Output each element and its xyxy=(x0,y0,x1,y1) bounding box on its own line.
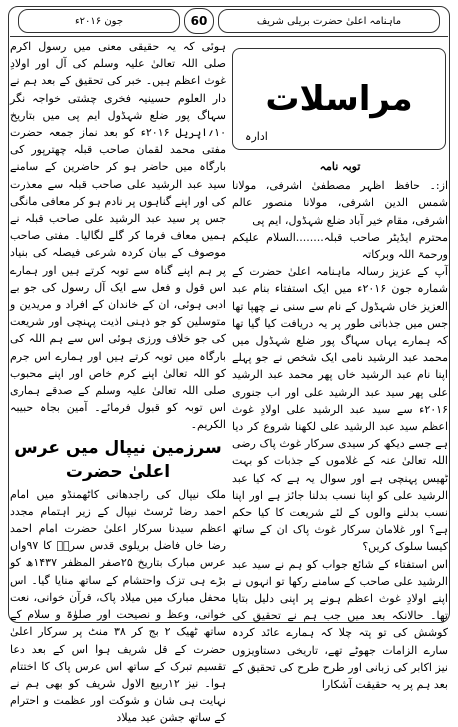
issue-date: جون ۲۰۱۶ء xyxy=(18,9,180,33)
article-byline: ادارہ xyxy=(245,130,268,143)
left-paragraph-2: ملک نیپال کی راجدھانی کاٹھمنڈو میں امام احمد رضا ٹرسٹ نیپال کے زیر اہتمام مجدد اعظم سیدنا سرکار اعلیٰ حضرت امام احمد رضا خاں فاضل بریلوی قدس سرہٗ کا ۹۷واں عرس مبارک بتاریخ ۲۵صفر المظفر ۱۴۳۷ھ کو بڑے ہی تزک واحتشام کے ساتھ منایا گیا۔ اس محفل مبارک میں میلاد پاک، قرآن خوانی، نعت خوانی، وعظ و نصیحت اور صلوٰۃ و سلام کے ساتھ ٹھیک ۲ بج کر ۳۸ منٹ پر سرکار اعلیٰ حضرت کے قل شریف ہوا اس کے بعد دعا تقسیم تبرک کے ساتھ اس عرس پاک کا اختتام ہوا۔ نیز ۱۲ربیع الاول شریف کو بھی ہم نے نہایت ہی شان و شوکت اور عظمت و احترام کے ساتھ جشن عید میلاد xyxy=(10,487,226,725)
from-line: از:۔ حافظ اظہر مصطفیٰ اشرفی، مولانا شمس الدین اشرفی، مولانا منصور عالم اشرفی، مقام خیر آباد ضلع شہڈول، ایم پی xyxy=(232,179,448,227)
magazine-name: ماہنامہ اعلیٰ حضرت بریلی شریف xyxy=(218,9,440,33)
right-paragraph-1: آپ کے عزیز رسالہ ماہنامہ اعلیٰ حضرت کے شمارہ جون ۲۰۱۶ء میں ایک استفتاء بنام عبد العزیز خاں شہڈول کے نام سے سنی نے چھپا تھا جس میں جذباتی طور پر یہ دریافت کیا گیا تھا کہ ہمارے یہاں سہاگ پور ضلع شہڈول میں محمد عبد الرشید نامی ایک شخص نے جو پہلے اپنا نام عبد الرشید خاں پھر محمد عبد الرشید علی پھر سید عبد الرشید علی اور اب جنوری ۲۰۱۶ء سے سید عبد الرشید علی اولادِ غوث اعظم سید عبد الرشید علی لکھنا شروع کر دیا ہے جسے دیکھ کر سیدی سرکار غوث پاک رضی اللہ تعالیٰ عنہ کے غلاموں کے جذبات کو بہت ٹھیس پہنچی ہے اور سوال یہ ہے کہ کیا عبد الرشید علی کو اپنا نسب بدلنا جائز ہے اور اپنا نسب بدلنے والوں کے لئے شریعت کا کیا حکم ہے؟ اور غلامان سرکار غوث پاک ان کے ساتھ کیسا سلوک کریں؟ xyxy=(232,265,448,554)
nepal-heading: سرزمین نیپال میں عرس اعلیٰ حضرت xyxy=(14,437,222,482)
right-paragraph-2: اس استفتاء کے شائع جواب کو ہم نے سید عبد الرشید علی صاحب کے سامنے رکھا تو انہوں نے اپنے اولادِ غوث اعظم ہونے پر اپنی دلیل بتایا تھا۔ حالانکہ بعد میں جب ہم نے تحقیق کی کوشش کی تو پتہ چلا کہ ہمارے عائد کردہ سارے الزامات جھوٹے تھے، تاریخی دستاویزوں نیز اکابر کی زبانی اور طرح طرح کی تحقیق کے بعد ہم پر یہ حقیقت آشکارا xyxy=(232,557,448,692)
left-paragraph-1: ہوئی کہ یہ حقیقی معنی میں رسول اکرم صلی اللہ تعالیٰ علیہ وسلم کی آل اور اولادِ غوث اعظم ہیں۔ خبر کی تحقیق کے بعد ہم نے دار العلوم حسینیہ فخری چشتی خواجہ نگر سہاگ پور ضلع شہڈول ایم پی میں بتاریخ ۱۰؍اپریل ۲۰۱۶ء کو بعد نماز جمعہ حضرت مفتی محمد لقمان صاحب قبلہ چھترپور کی بارگاہ میں حاضر ہو کر حاضرین کے سامنے سید عبد الرشید علی صاحب قبلہ سے معذرت کی اور اپنے گناہوں پر نادم ہو کر معافی مانگی جس پر سید عبد الرشید علی صاحب قبلہ نے ہمیں معاف فرما کر گلے لگالیا۔ مفتی صاحب موصوف کے بیان کردہ شرعی فیصلہ کی بنیاد پر ہم اپنے گناہ سے توبہ کرتے ہیں اور ہمارے اس قول و فعل سے ایک آل رسول کی جو بے ادبی ہوئی، ان کے خاندان کے افراد و مریدین و متوسلین کو جو ذہنی اذیت پہنچی اور شریعت کی جو خلاف ورزی ہوئی اس سے ہم اللہ کی بارگاہ میں توبہ کرتے ہیں اور ہمارے اس جرم کو اللہ تعالیٰ اپنے کرم خاص اور اپنے محبوب صلی اللہ تعالیٰ علیہ وسلم کے صدقے ہماری اس توبہ کو قبول فرمائے۔ آمین بجاہ حبیبہ الکریم۔ xyxy=(10,40,226,432)
left-column xyxy=(10,38,226,727)
page-number: 60 xyxy=(184,8,214,34)
section-heading: توبہ نامہ xyxy=(319,160,361,173)
article-title-box xyxy=(232,48,446,150)
header-divider xyxy=(10,36,448,37)
greeting: محترم ایڈیٹر صاحب قبلہ........السلام علیکم ورحمۃ اللہ وبرکاتہ xyxy=(232,230,448,262)
page-header xyxy=(8,6,450,36)
right-column xyxy=(232,156,448,693)
article-title: مراسلات xyxy=(265,79,413,119)
